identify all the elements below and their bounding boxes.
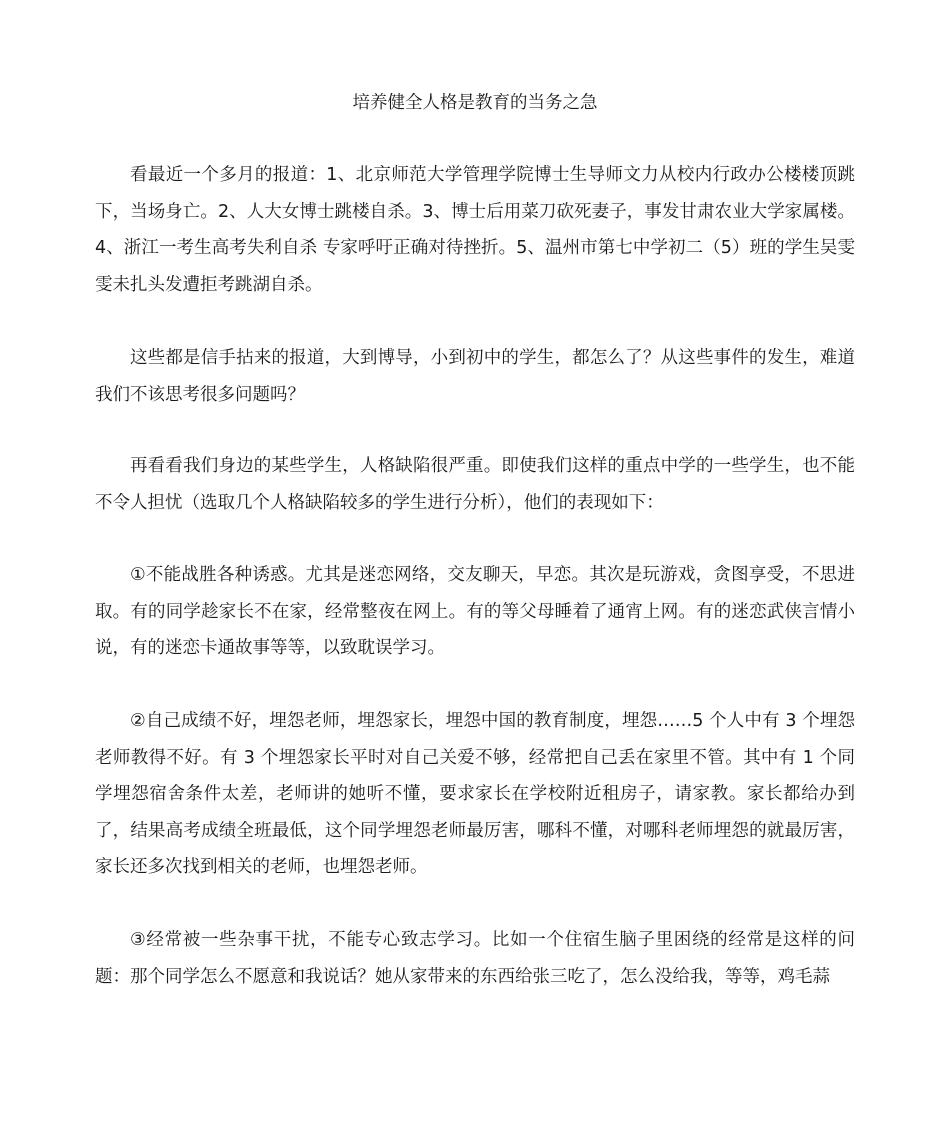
paragraph-point-1: ①不能战胜各种诱惑。尤其是迷恋网络，交友聊天，早恋。其次是玩游戏，贪图享受，不思进取。有的同学趁家长不在家，经常整夜在网上。有的等父母睡着了通宵上网。有的迷恋武侠言情小说，有的迷恋卡通故事等等，以致耽误学习。 <box>95 565 855 658</box>
paragraph-reflection: 这些都是信手拈来的报道，大到博导，小到初中的学生，都怎么了？从这些事件的发生，难道我们不该思考很多问题吗？ <box>95 348 855 405</box>
paragraph-point-3: ③经常被一些杂事干扰，不能专心致志学习。比如一个住宿生脑子里困绕的经常是这样的问题：那个同学怎么不愿意和我说话？她从家带来的东西给张三吃了，怎么没给我，等等，鸡毛蒜 <box>95 930 855 987</box>
paragraph-point-2: ②自己成绩不好，埋怨老师，埋怨家长，埋怨中国的教育制度，埋怨……5 个人中有 3 个埋怨老师教得不好。有 3 个埋怨家长平时对自己关爱不够，经常把自己丢在家里不管。其中有 1 个同学埋怨宿舍条件太差，老师讲的她听不懂，要求家长在学校附近租房子，请家教。家长都给办到了，结果高考成绩全班最低，这个同学埋怨老师最厉害，哪科不懂，对哪科老师埋怨的就最厉害，家长还多次找到相关的老师，也埋怨老师。 <box>95 711 855 877</box>
document-title: 培养健全人格是教育的当务之急 <box>352 93 598 113</box>
paragraph-news-reports: 看最近一个多月的报道：1、北京师范大学管理学院博士生导师文力从校内行政办公楼楼顶跳下，当场身亡。2、人大女博士跳楼自杀。3、博士后用菜刀砍死妻子，事发甘肃农业大学家属楼。4、浙江一考生高考失利自杀 专家呼吁正确对待挫折。5、温州市第七中学初二（5）班的学生吴雯雯未扎头发遭拒考跳湖自杀。 <box>95 165 855 295</box>
paragraph-student-issues: 再看看我们身边的某些学生，人格缺陷很严重。即使我们这样的重点中学的一些学生，也不能不令人担忧（选取几个人格缺陷较多的学生进行分析），他们的表现如下： <box>95 456 855 513</box>
